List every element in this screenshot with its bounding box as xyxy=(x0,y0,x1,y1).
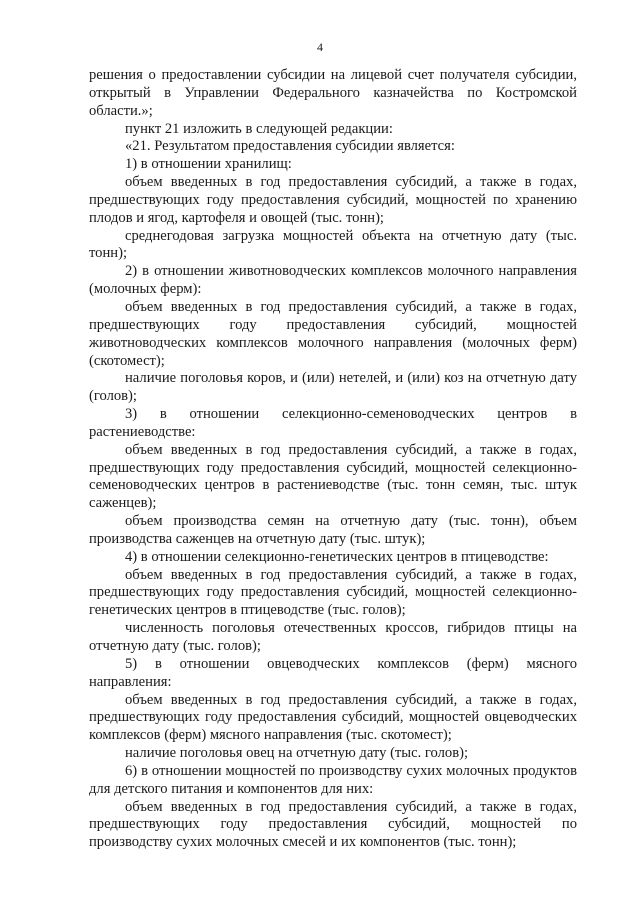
paragraph: численность поголовья отечественных кроссов, гибридов птицы на отчетную дату (тыс. голов); xyxy=(89,620,577,654)
page-number: 4 xyxy=(317,40,323,54)
document-body xyxy=(89,67,577,852)
paragraph-item-4: 4) в отношении селекционно-генетических центров в птицеводстве: xyxy=(125,548,549,565)
paragraph: объем введенных в год предоставления субсидий, а также в годах, предшествующих году предоставления субсидий, мощностей по производству сухих молочных смесей и их компонентов (тыс. тонн); xyxy=(89,798,577,851)
paragraph-item-6: 6) в отношении мощностей по производству сухих молочных продуктов для детского питания и компонентов для них: xyxy=(89,762,577,797)
paragraph: объем введенных в год предоставления субсидий, а также в годах, предшествующих году предоставления субсидий, мощностей животноводческих комплексов молочного направления (молочных ферм) (скотомест); xyxy=(89,298,577,369)
paragraph: объем введенных в год предоставления субсидий, а также в годах, предшествующих году предоставления субсидий, мощностей овцеводческих комплексов (ферм) мясного направления (тыс. скотомест); xyxy=(89,691,577,744)
paragraph: объем введенных в год предоставления субсидий, а также в годах, предшествующих году предоставления субсидий, мощностей селекционно-генетических центров в птицеводстве (тыс. голов); xyxy=(89,566,577,619)
paragraph: наличие поголовья овец на отчетную дату (тыс. голов); xyxy=(125,745,468,762)
paragraph-item-3: 3) в отношении селекционно-семеноводческих центров в растениеводстве: xyxy=(89,406,577,440)
paragraph-clause-21: «21. Результатом предоставления субсидии является: xyxy=(125,138,455,155)
paragraph: наличие поголовья коров, и (или) нетелей, и (или) коз на отчетную дату (голов); xyxy=(89,370,577,405)
paragraph: объем введенных в год предоставления субсидий, а также в годах, предшествующих году предоставления субсидий, мощностей селекционно-семеноводческих центров в растениеводстве (тыс. тонн семян, тыс. штук саженцев); xyxy=(89,441,577,512)
paragraph-item-2: 2) в отношении животноводческих комплексов молочного направления (молочных ферм): xyxy=(89,263,577,298)
paragraph-amendment-intro: пункт 21 изложить в следующей редакции: xyxy=(125,120,393,137)
paragraph-item-5: 5) в отношении овцеводческих комплексов (ферм) мясного направления: xyxy=(89,655,577,690)
paragraph-item-1: 1) в отношении хранилищ: xyxy=(125,156,292,173)
paragraph: среднегодовая загрузка мощностей объекта на отчетную дату (тыс. тонн); xyxy=(89,227,577,262)
paragraph: объем введенных в год предоставления субсидий, а также в годах, предшествующих году предоставления субсидий, мощностей по хранению плодов и ягод, картофеля и овощей (тыс. тонн); xyxy=(89,174,577,226)
paragraph: объем производства семян на отчетную дату (тыс. тонн), объем производства саженцев на отчетную дату (тыс. штук); xyxy=(89,513,577,547)
paragraph-continuation: решения о предоставлении субсидии на лицевой счет получателя субсидии, открытый в Управлении Федерального казначейства по Костромской области.»; xyxy=(89,67,577,119)
